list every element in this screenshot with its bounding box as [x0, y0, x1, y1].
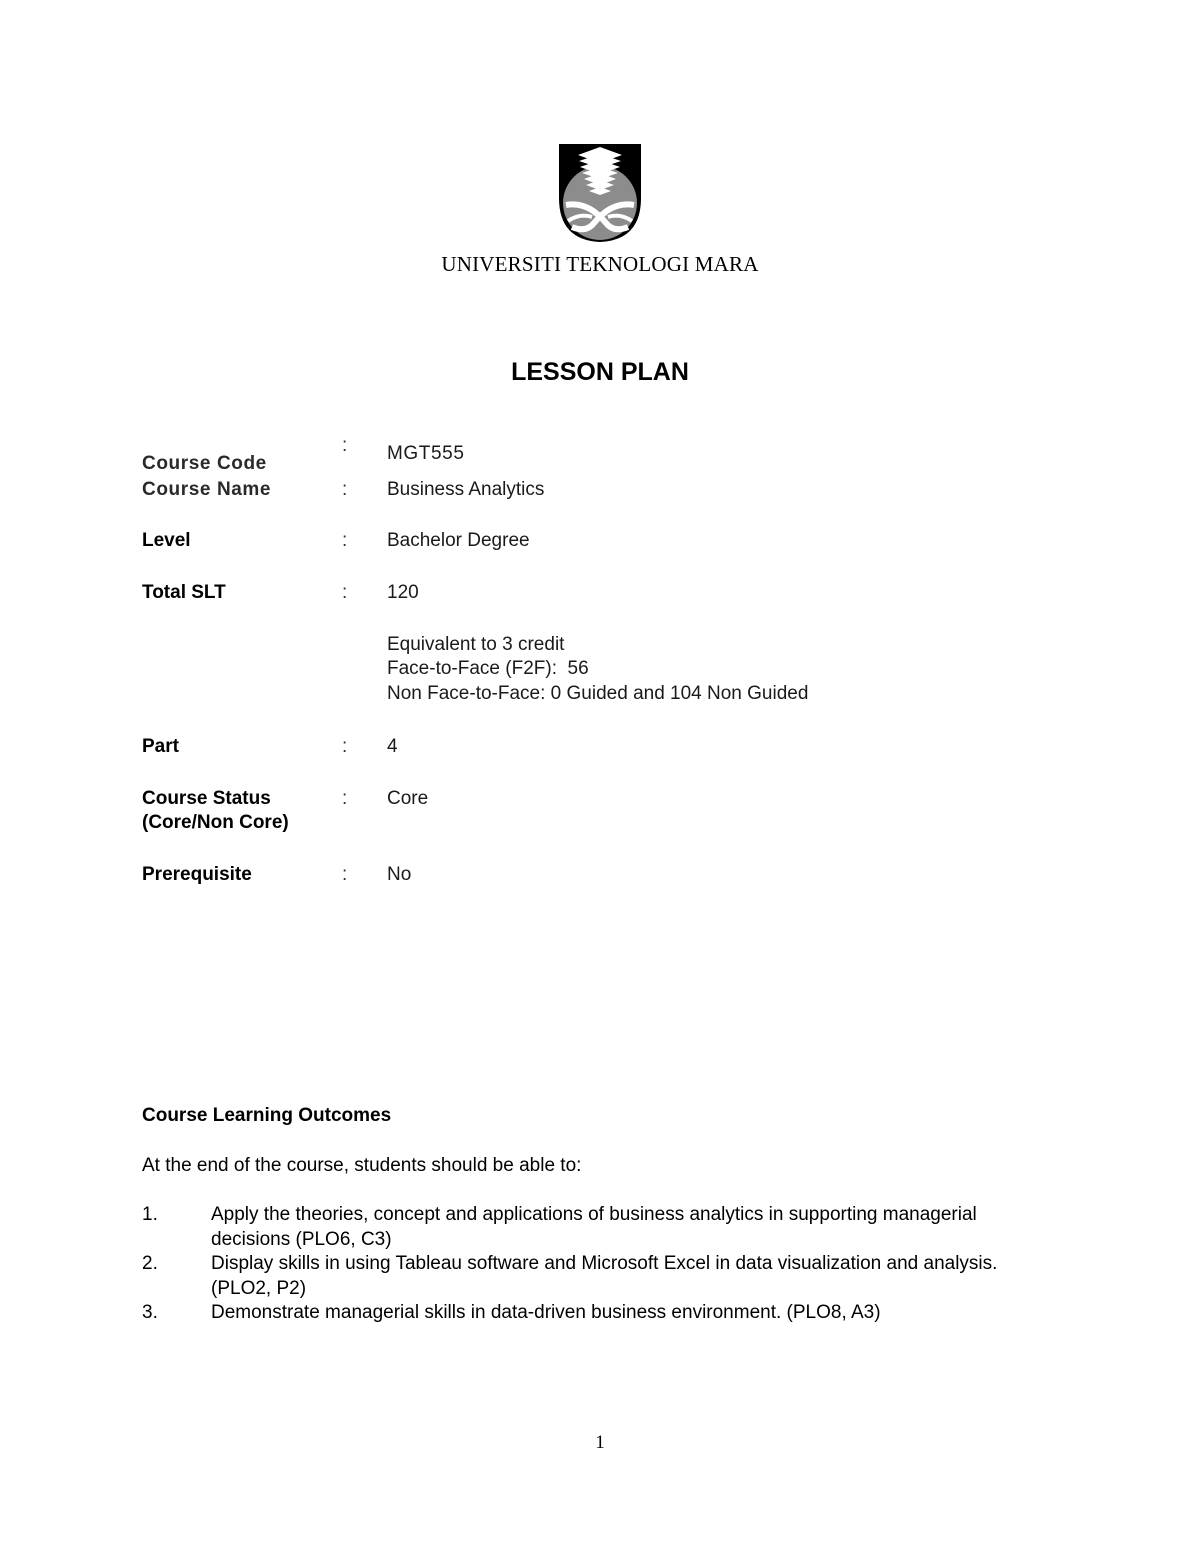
part-value: 4: [387, 736, 398, 757]
total-slt-colon: :: [342, 582, 348, 603]
part-label: Part: [142, 736, 179, 757]
uitm-crest-logo-icon: [558, 143, 642, 243]
outcome-number: 2.: [142, 1253, 158, 1274]
course-name-label: Course Name: [142, 479, 272, 500]
course-name-colon: :: [342, 479, 348, 500]
outcome-text: Apply the theories, concept and applications of business analytics in supporting managerial decisions (PLO6, C3): [211, 1204, 977, 1250]
page-title: LESSON PLAN: [511, 358, 689, 386]
learning-outcomes-intro: At the end of the course, students should be able to:: [142, 1155, 582, 1176]
course-status-colon: :: [342, 788, 348, 809]
level-colon: :: [342, 530, 348, 551]
course-status-label: Course Status: [142, 788, 271, 809]
total-slt-value: 120: [387, 582, 419, 603]
learning-outcomes-heading: Course Learning Outcomes: [142, 1105, 392, 1126]
course-status-value: Core: [387, 788, 429, 809]
course-code-value: MGT555: [387, 443, 465, 464]
learning-outcomes-list: [142, 1203, 1042, 1326]
prerequisite-label: Prerequisite: [142, 864, 252, 885]
total-slt-label: Total SLT: [142, 582, 226, 603]
page-number: 1: [595, 1432, 605, 1453]
course-name-value: Business Analytics: [387, 479, 545, 500]
level-value: Bachelor Degree: [387, 530, 530, 551]
outcome-number: 3.: [142, 1302, 158, 1323]
course-code-colon: :: [342, 435, 348, 456]
course-status-sublabel: (Core/Non Core): [142, 812, 289, 833]
outcome-text: Display skills in using Tableau software and Microsoft Excel in data visualization and analysis. (PLO2, P2): [211, 1253, 998, 1299]
university-name: UNIVERSITI TEKNOLOGI MARA: [441, 252, 759, 276]
slt-nf2f-detail: Non Face-to-Face: 0 Guided and 104 Non Guided: [387, 683, 809, 704]
list-item: [142, 1301, 1042, 1326]
prerequisite-colon: :: [342, 864, 348, 885]
slt-credit-detail: Equivalent to 3 credit: [387, 634, 565, 655]
prerequisite-value: No: [387, 864, 412, 885]
slt-f2f-detail: Face-to-Face (F2F): 56: [387, 658, 589, 679]
list-item: [142, 1203, 1042, 1252]
list-item: [142, 1252, 1042, 1301]
level-label: Level: [142, 530, 191, 551]
outcome-text: Demonstrate managerial skills in data-driven business environment. (PLO8, A3): [211, 1302, 881, 1323]
part-colon: :: [342, 736, 348, 757]
course-code-label: Course Code: [142, 453, 267, 474]
outcome-number: 1.: [142, 1204, 158, 1225]
